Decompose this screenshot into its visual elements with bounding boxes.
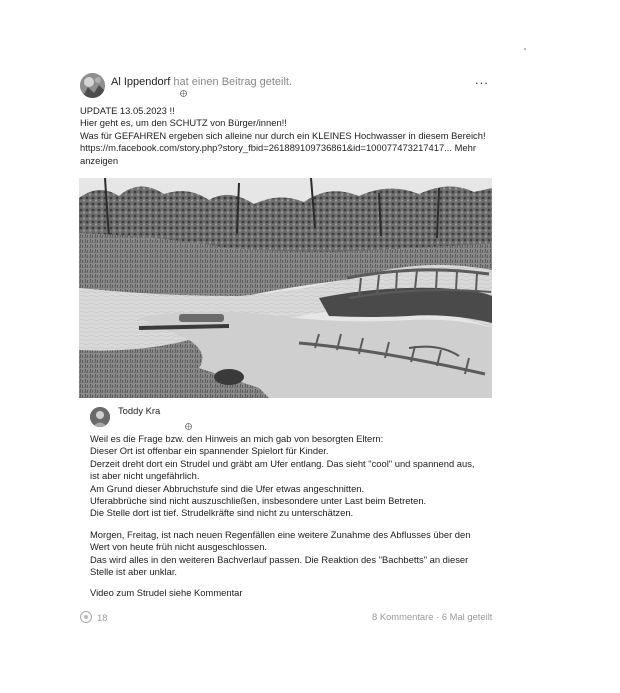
post-photo[interactable]: [79, 178, 492, 398]
shared-text-line: Morgen, Freitag, ist nach neuen Regenfällen eine weitere Zunahme des Abflusses über den: [90, 528, 471, 540]
engagement-separator: ·: [433, 611, 442, 622]
shared-text-line: Uferabbrüche sind nicht auszuschließen, insbesondere unter Last beim Betreten.: [90, 495, 427, 507]
shared-post-text: [90, 433, 490, 600]
comments-count-link[interactable]: 8 Kommentare: [372, 611, 434, 622]
shared-text-line: Das wird alles in den weiteren Bachverlauf passen. Die Reaktion des "Bachbetts" an dieser: [90, 553, 469, 565]
post-link[interactable]: https://m.facebook.com/story.php?story_fbid=261889109736861&id=100077473217417... Mehr: [80, 142, 476, 154]
reaction-icon: [80, 611, 92, 623]
shared-text-line: Am Grund dieser Abbruchstufe sind die Ufer etwas angeschnitten.: [90, 482, 365, 494]
author-name[interactable]: Al Ippendorf: [111, 76, 171, 88]
reactions-summary[interactable]: [80, 611, 107, 623]
globe-icon: [180, 90, 187, 99]
shares-count-link[interactable]: 6 Mal geteilt: [441, 611, 493, 622]
post-text-line: Hier geht es, um den SCHUTZ von Bürger/innen!!: [80, 117, 287, 129]
shared-text-line: Wert von heute früh nicht ausgeschlossen.: [90, 541, 268, 553]
post-text: [80, 105, 495, 167]
shared-text-line: Derzeit dreht dort ein Strudel und gräbt am Ufer entlang. Das sieht "cool" und spannend aus,: [90, 457, 475, 469]
post-text-line: Was für GEFAHREN ergeben sich alleine nur durch ein KLEINES Hochwasser in diesem Bereich!: [80, 129, 486, 141]
paragraph-gap: [90, 520, 490, 529]
author-action: hat einen Beitrag geteilt.: [173, 76, 293, 88]
scan-speck: [524, 48, 526, 50]
engagement-summary: [372, 611, 492, 622]
post-text-line: UPDATE 13.05.2023 !!: [80, 105, 175, 116]
comment-author-avatar[interactable]: [90, 407, 110, 427]
shared-text-line: Dieser Ort ist offenbar ein spannender Spielort für Kinder.: [90, 445, 329, 457]
post-header: [111, 76, 292, 88]
paragraph-gap: [90, 578, 490, 587]
shared-text-line: Weil es die Frage bzw. den Hinweis an mich gab von besorgten Eltern:: [90, 433, 384, 444]
comment-author-name[interactable]: Toddy Kra: [118, 405, 161, 416]
ellipsis-icon[interactable]: ...: [475, 72, 489, 87]
shared-text-line: Die Stelle dort ist tief. Strudelkräfte sind nicht zu unterschätzen.: [90, 507, 354, 519]
shared-text-line: Stelle ist aber unklar.: [90, 566, 178, 578]
shared-text-line: ist aber nicht ungefährlich.: [90, 470, 200, 482]
see-more-link[interactable]: anzeigen: [80, 154, 119, 166]
author-avatar[interactable]: [80, 73, 105, 98]
reaction-count: 18: [97, 611, 108, 623]
globe-icon: [185, 423, 192, 432]
shared-text-line: Video zum Strudel siehe Kommentar: [90, 587, 243, 599]
